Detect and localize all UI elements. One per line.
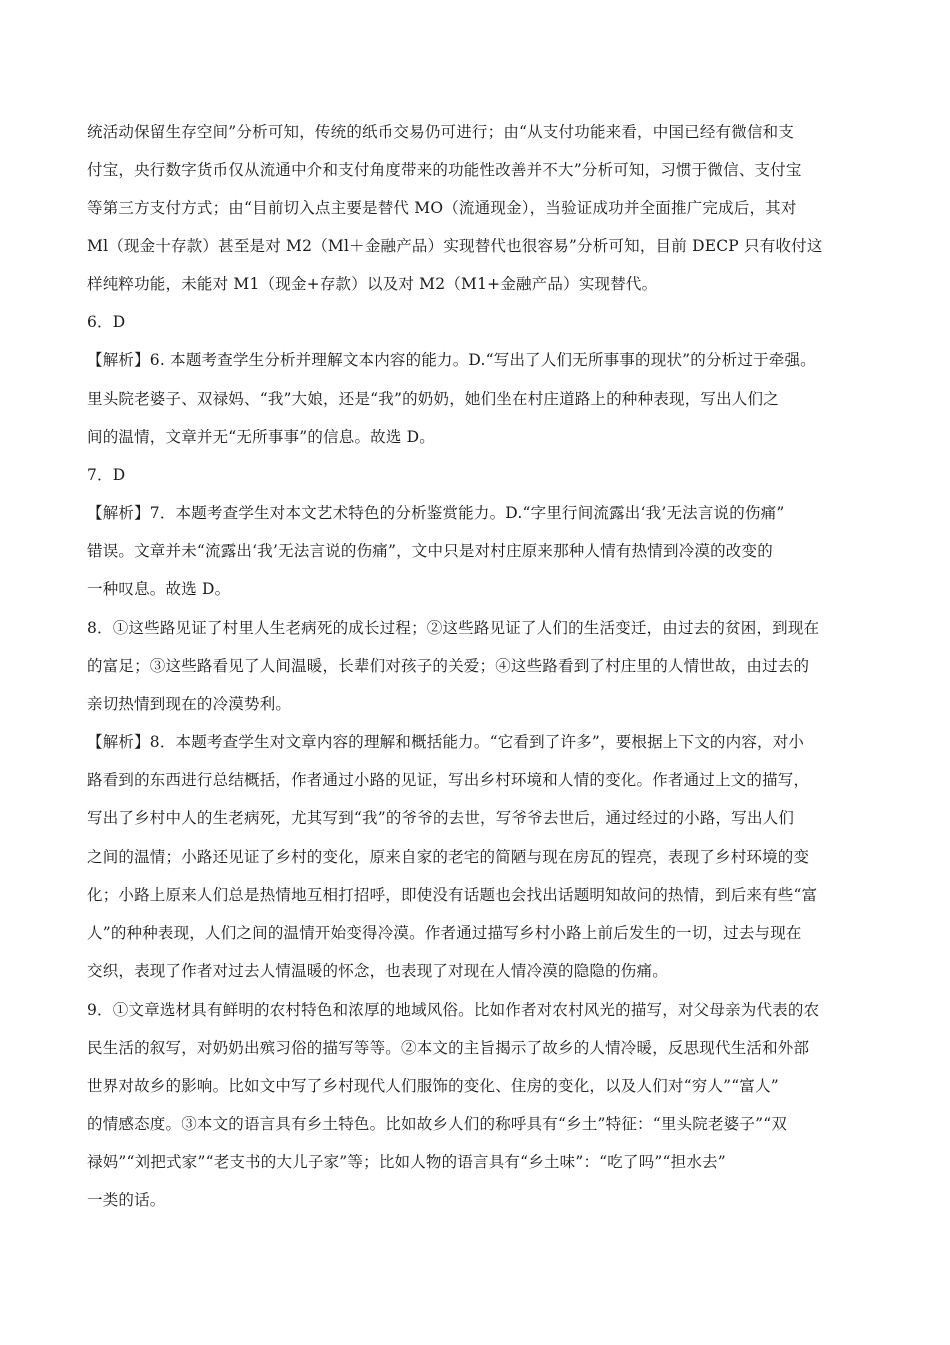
text-line: 里头院老婆子、双禄妈、“我”大娘，还是“我”的奶奶，她们坐在村庄道路上的种种表现，写出人们之 — [87, 390, 779, 408]
text-line: 的情感态度。③本文的语言具有乡土特色。比如故乡人们的称呼具有“乡土”特征：“里头院老婆子”“双 — [87, 1115, 788, 1133]
text-line: 【解析】7．本题考查学生对本文艺术特色的分析鉴赏能力。D.“字里行间流露出‘我’无法言说的伤痛” — [87, 504, 785, 522]
text-line: 化；小路上原来人们总是热情地互相打招呼，即使没有话题也会找出话题明知故问的热情，到后来有些“富 — [87, 886, 818, 904]
text-line: 间的温情，文章并无“无所事事”的信息。故选 D。 — [87, 428, 436, 446]
text-line: 人”的种种表现，人们之间的温情开始变得冷漠。作者通过描写乡村小路上前后发生的一切，过去与现在 — [87, 924, 802, 942]
text-line: 付宝，央行数字货币仅从流通中介和支付角度带来的功能性改善并不大”分析可知，习惯于微信、支付宝 — [87, 161, 802, 179]
text-line: 一类的话。 — [87, 1191, 166, 1209]
answer-line: 8．①这些路见证了村里人生老病死的成长过程；②这些路见证了人们的生活变迁，由过去的贫困，到现在 — [87, 619, 820, 637]
text-line: 统活动保留生存空间”分析可知，传统的纸币交易仍可进行；由“从支付功能来看，中国已经有微信和支 — [87, 123, 795, 141]
text-line: 一种叹息。故选 D。 — [87, 580, 231, 598]
text-line: 世界对故乡的影响。比如文中写了乡村现代人们服饰的变化、住房的变化，以及人们对“穷人”“富人” — [87, 1077, 779, 1095]
text-line: Ml（现金十存款）甚至是对 M2（Ml＋金融产品）实现替代也很容易”分析可知，目前 DECP 只有收付这 — [87, 237, 823, 255]
text-line: 【解析】6. 本题考查学生分析并理解文本内容的能力。D.“写出了人们无所事事的现状”的分析过于牵强。 — [87, 351, 816, 369]
text-line: 错误。文章并未“流露出‘我’无法言说的伤痛”，文中只是对村庄原来那种人情有热情到冷漠的改变的 — [87, 542, 773, 560]
text-line: 路看到的东西进行总结概括，作者通过小路的见证，写出乡村环境和人情的变化。作者通过上文的描写， — [87, 771, 810, 789]
text-line: 之间的温情；小路还见证了乡村的变化，原来自家的老宅的简陋与现在房瓦的锃亮，表现了乡村环境的变 — [87, 848, 810, 866]
text-line: 样纯粹功能，未能对 M1（现金+存款）以及对 M2（M1+金融产品）实现替代。 — [87, 275, 658, 293]
answer-line: 9．①文章选材具有鲜明的农村特色和浓厚的地域风俗。比如作者对农村风光的描写，对父母亲为代表的农 — [87, 1001, 820, 1019]
answer-line: 7．D — [87, 466, 126, 484]
text-line: 的富足；③这些路看见了人间温暖，长辈们对孩子的关爱；④这些路看到了村庄里的人情世故，由过去的 — [87, 657, 810, 675]
text-line: 禄妈”“刘把式家”“老支书的大儿子家”等；比如人物的语言具有“乡土味”：“吃了吗”“担水去” — [87, 1153, 726, 1171]
text-line: 【解析】8．本题考查学生对文章内容的理解和概括能力。“它看到了许多”，要根据上下文的内容，对小 — [87, 733, 805, 751]
text-line: 写出了乡村中人的生老病死，尤其写到“我”的爷爷的去世，写爷爷去世后，通过经过的小路，写出人们 — [87, 809, 795, 827]
answer-line: 6．D — [87, 313, 126, 331]
text-line: 亲切热情到现在的冷漠势利。 — [87, 695, 292, 713]
text-line: 民生活的叙写，对奶奶出殡习俗的描写等等。②本文的主旨揭示了故乡的人情冷暖，反思现代生活和外部 — [87, 1039, 810, 1057]
text-line: 交织，表现了作者对过去人情温暖的怀念，也表现了对现在人情冷漠的隐隐的伤痛。 — [87, 962, 668, 980]
text-line: 等第三方支付方式；由“目前切入点主要是替代 MO（流通现金），当验证成功并全面推广完成后，其对 — [87, 199, 797, 217]
